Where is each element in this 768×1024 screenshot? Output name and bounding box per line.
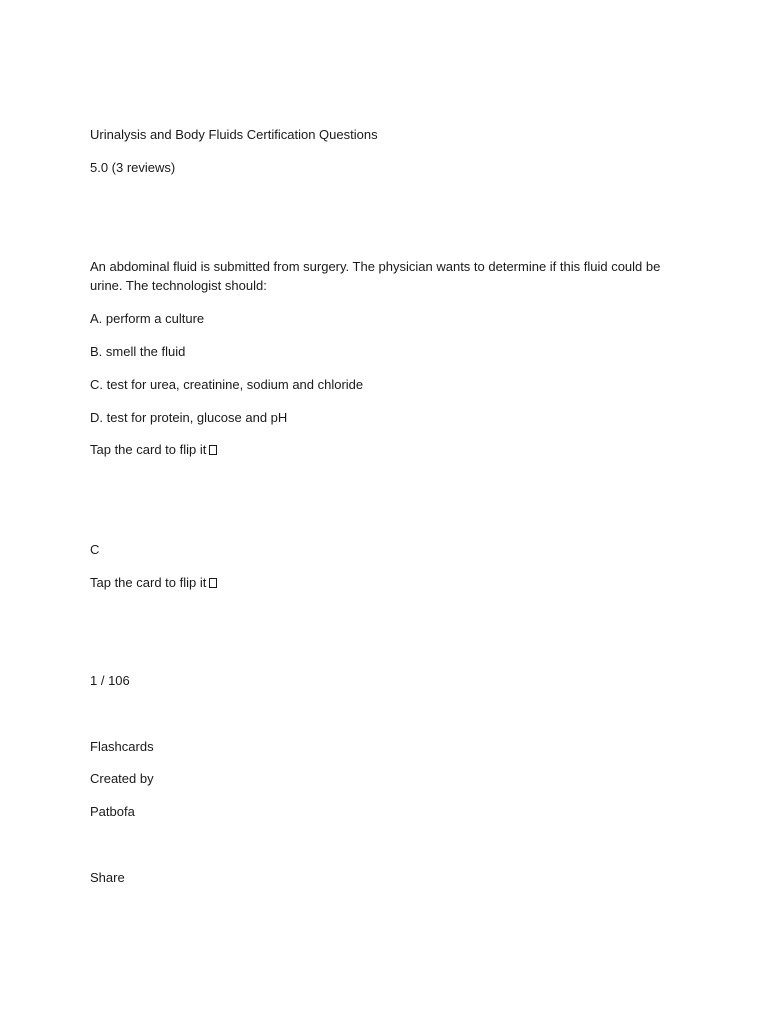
option-b: B. smell the fluid <box>90 344 186 359</box>
set-type-label: Flashcards <box>90 739 154 754</box>
created-by-label: Created by <box>90 771 154 786</box>
rating-text: 5.0 (3 reviews) <box>90 160 176 175</box>
card-question: An abdominal fluid is submitted from surgery. The physician wants to determine if this fluid could be urine. The technologist should: <box>90 259 664 293</box>
flip-icon <box>209 578 217 588</box>
card-counter: 1 / 106 <box>90 673 130 688</box>
flip-icon <box>209 445 217 455</box>
flip-hint-text: Tap the card to flip it <box>90 442 207 457</box>
share-button[interactable]: Share <box>90 870 125 885</box>
flip-card-hint-back[interactable] <box>90 573 680 592</box>
page-title: Urinalysis and Body Fluids Certification Questions <box>90 127 378 142</box>
option-d: D. test for protein, glucose and pH <box>90 410 288 425</box>
flip-card-hint-front[interactable] <box>90 440 680 459</box>
flip-hint-text: Tap the card to flip it <box>90 575 207 590</box>
option-c: C. test for urea, creatinine, sodium and chloride <box>90 377 364 392</box>
card-answer: C <box>90 542 100 557</box>
author-name[interactable]: Patbofa <box>90 804 135 819</box>
option-a: A. perform a culture <box>90 311 205 326</box>
